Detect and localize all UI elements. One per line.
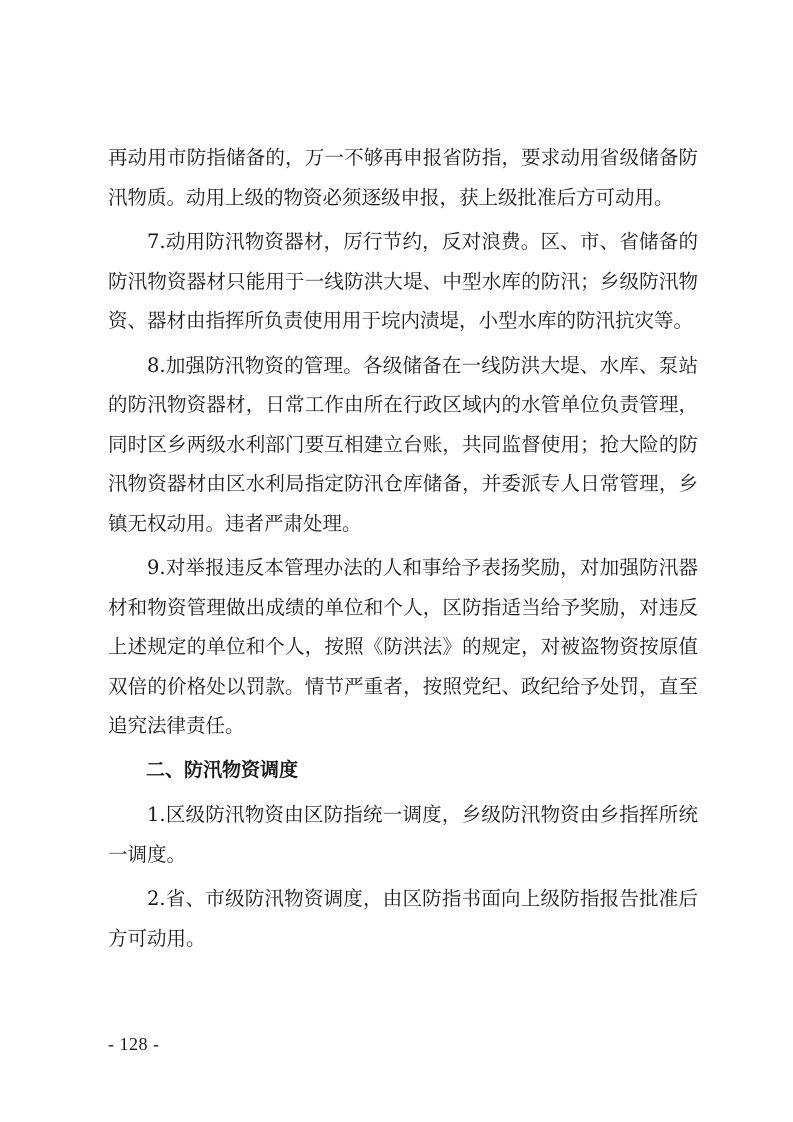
paragraph-item-7: 7.动用防汛物资器材，厉行节约，反对浪费。区、市、省储备的防汛物资器材只能用于一线防洪大堤、中型水库的防汛；乡级防汛物资、器材由指挥所负责使用用于垸内渍堤，小型水库的防汛抗灾等。: [108, 230, 698, 332]
paragraph-continuation: 再动用市防指储备的，万一不够再申报省防指，要求动用省级储备防汛物质。动用上级的物资必须逐级申报，获上级批准后方可动用。: [108, 146, 698, 209]
paragraph-item-9: 9.对举报违反本管理办法的人和事给予表扬奖励，对加强防汛器材和物资管理做出成绩的单位和个人，区防指适当给予奖励，对违反上述规定的单位和个人，按照《防洪法》的规定，对被盗物资按原值双倍的价格处以罚款。情节严重者，按照党纪、政纪给予处罚，直至追究法律责任。: [108, 556, 698, 737]
section-heading: 二、防汛物资调度: [146, 758, 299, 781]
page-number: - 128 -: [108, 1034, 160, 1054]
section-paragraph-1: 1.区级防汛物资由区防指统一调度，乡级防汛物资由乡指挥所统一调度。: [108, 803, 698, 866]
paragraph-item-8: 8.加强防汛物资的管理。各级储备在一线防洪大堤、水库、泵站的防汛物资器材，日常工作由所在行政区域内的水管单位负责管理，同时区乡两级水利部门要互相建立台账，共同监督使用；抢大险的防汛物资器材由区水利局指定防汛仓库储备，并委派专人日常管理，乡镇无权动用。违者严肃处理。: [108, 353, 698, 535]
document-body: [108, 138, 698, 963]
section-paragraph-2: 2.省、市级防汛物资调度，由区防指书面向上级防指报告批准后方可动用。: [108, 887, 698, 950]
